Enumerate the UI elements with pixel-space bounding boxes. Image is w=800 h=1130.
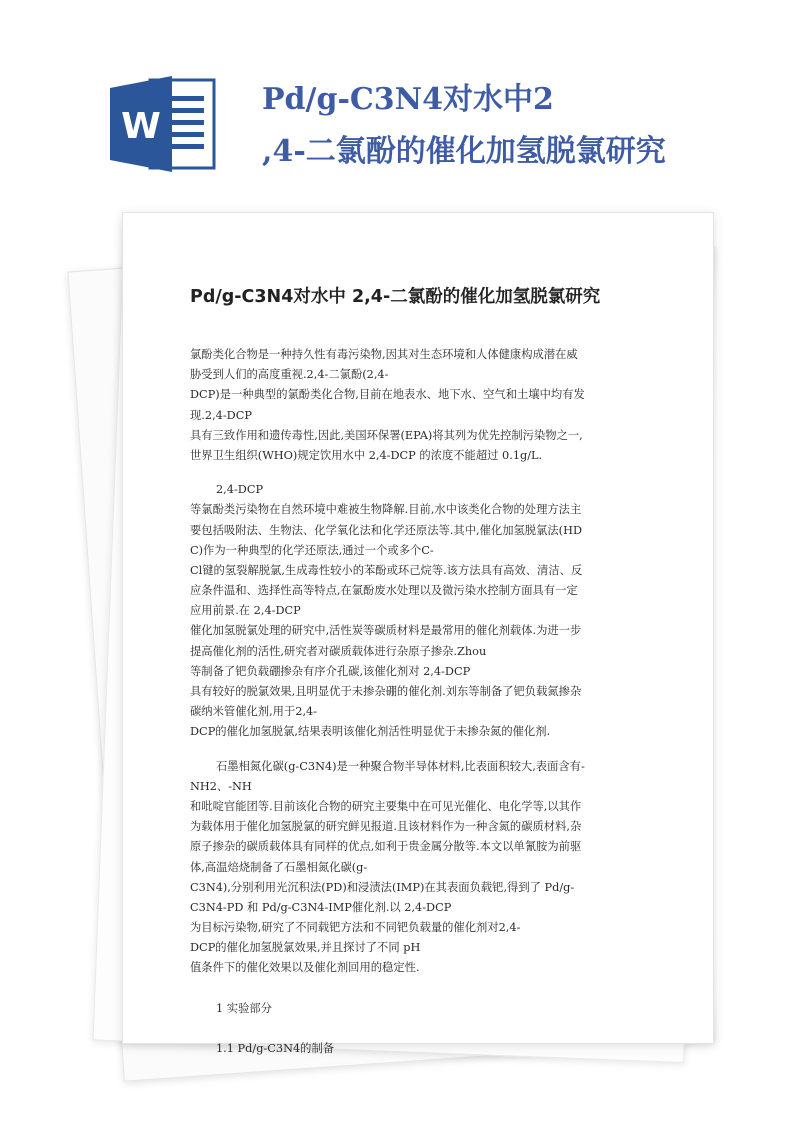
text-line: 和吡啶官能团等.目前该化合物的研究主要集中在可见光催化、电化学等,以其作 bbox=[190, 799, 582, 813]
document-body bbox=[190, 345, 642, 1059]
text-line: 氯酚类化合物是一种持久性有毒污染物,因其对生态环境和人体健康构成潜在威 bbox=[190, 348, 578, 361]
text-line: 应用前景.在 2,4-DCP bbox=[190, 604, 301, 618]
text-line: 原子掺杂的碳质载体具有同样的优点,如利于贵金属分散等.本文以单氰胺为前驱 bbox=[190, 840, 582, 854]
text-line: 具有较好的脱氯效果,且明显优于未掺杂硼的催化剂.刘东等制备了钯负载氮掺杂 bbox=[190, 685, 582, 698]
page-header-title bbox=[262, 74, 762, 178]
text-line: 要包括吸附法、生物法、化学氧化法和化学还原法等.其中,催化加氢脱氯法(HD bbox=[190, 523, 583, 537]
text-line: 具有三致作用和遗传毒性,因此,美国环保署(EPA)将其列为优先控制污染物之一, bbox=[190, 428, 583, 442]
text-line: 等制备了钯负载硼掺杂有序介孔碳,该催化剂对 2,4-DCP bbox=[190, 664, 471, 678]
word-logo-icon bbox=[108, 74, 218, 174]
text-line: DCP)是一种典型的氯酚类化合物,目前在地表水、地下水、空气和土壤中均有发 bbox=[190, 388, 585, 402]
text-line: 石墨相氮化碳(g-C3N4)是一种聚合物半导体材料,比表面积较大,表面含有- bbox=[216, 759, 585, 773]
text-line: 等氯酚类污染物在自然环境中难被生物降解.目前,水中该类化合物的处理方法主 bbox=[190, 503, 582, 517]
subsection-heading: 1.1 Pd/g-C3N4的制备 bbox=[216, 1041, 335, 1055]
paragraph-1 bbox=[190, 345, 642, 466]
paragraph-3 bbox=[190, 757, 642, 979]
text-line: 体,高温焙烧制备了石墨相氮化碳(g- bbox=[190, 860, 368, 874]
text-line: C)作为一种典型的化学还原法,通过一个或多个C- bbox=[190, 543, 434, 557]
text-line: C3N4),分别利用光沉积法(PD)和浸渍法(IMP)在其表面负载钯,得到了 Pd/g- bbox=[190, 880, 575, 894]
text-line: 催化加氢脱氯处理的研究中,活性炭等碳质材料是最常用的催化剂载体.为进一步 bbox=[190, 624, 582, 638]
text-line: 值条件下的催化效果以及催化剂回用的稳定性. bbox=[190, 961, 420, 975]
text-line: 2,4-DCP bbox=[216, 483, 264, 497]
text-line: 现.2,4-DCP bbox=[190, 408, 252, 422]
header-title-line2: ,4-二氯酚的催化加氢脱氯研究 bbox=[262, 134, 666, 169]
text-line: 世界卫生组织(WHO)规定饮用水中 2,4-DCP 的浓度不能超过 0.1g/L. bbox=[190, 448, 543, 462]
logo-letter: W bbox=[121, 106, 161, 147]
text-line: 胁受到人们的高度重视.2,4-二氯酚(2,4- bbox=[190, 368, 389, 382]
text-line: 提高催化剂的活性,研究者对碳质载体进行杂原子掺杂.Zhou bbox=[190, 644, 487, 658]
paragraph-2 bbox=[190, 480, 642, 742]
text-line: C3N4-PD 和 Pd/g-C3N4-IMP催化剂.以 2,4-DCP bbox=[190, 900, 452, 914]
text-line: Cl键的氢裂解脱氯,生成毒性较小的苯酚或环己烷等.该方法具有高效、清洁、反 bbox=[190, 563, 583, 577]
section-heading: 1 实验部分 bbox=[216, 1001, 272, 1015]
text-line: 碳纳米管催化剂,用于2,4- bbox=[190, 705, 318, 719]
text-line: DCP的催化加氢脱氯效果,并且探讨了不同 pH bbox=[190, 941, 421, 955]
header-title-line1: Pd/g-C3N4对水中2 bbox=[262, 82, 554, 117]
text-line: DCP的催化加氢脱氯,结果表明该催化剂活性明显优于未掺杂氮的催化剂. bbox=[190, 725, 551, 739]
text-line: NH2、-NH bbox=[190, 779, 252, 793]
text-line: 为目标污染物,研究了不同载钯方法和不同钯负载量的催化剂对2,4- bbox=[190, 921, 521, 935]
text-line: 为载体用于催化加氢脱氯的研究鲜见报道.且该材料作为一种含氮的碳质材料,杂 bbox=[190, 820, 582, 834]
text-line: 应条件温和、选择性高等特点,在氯酚废水处理以及微污染水控制方面具有一定 bbox=[190, 584, 578, 598]
document-title: Pd/g-C3N4对水中 2,4-二氯酚的催化加氢脱氯研究 bbox=[190, 287, 601, 307]
